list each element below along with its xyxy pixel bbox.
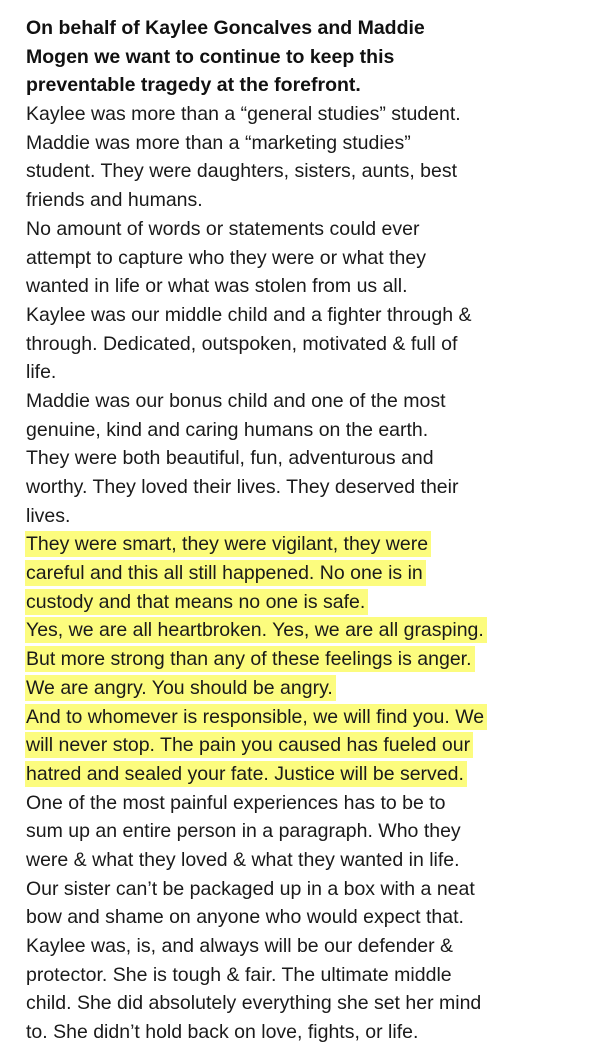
statement-text-line: attempt to capture who they were or what they bbox=[26, 246, 426, 269]
statement-text-line: wanted in life or what was stolen from us all. bbox=[26, 275, 408, 298]
highlighted-text-line: hatred and sealed your fate. Justice will be served. bbox=[26, 760, 601, 789]
statement-document bbox=[26, 14, 601, 1047]
highlighted-text-line: custody and that means no one is safe. bbox=[26, 588, 601, 617]
highlighted-text-line: careful and this all still happened. No one is in bbox=[26, 559, 601, 588]
statement-heading-line: On behalf of Kaylee Goncalves and Maddie bbox=[26, 17, 425, 39]
statement-text-line: genuine, kind and caring humans on the earth. bbox=[26, 418, 429, 441]
statement-heading-line: Mogen we want to continue to keep this bbox=[26, 45, 395, 68]
statement-text-line: Maddie was our bonus child and one of the most bbox=[26, 389, 446, 412]
statement-text-line: Kaylee was more than a “general studies” student. bbox=[26, 103, 461, 126]
statement-text-line: sum up an entire person in a paragraph. Who they bbox=[26, 820, 461, 843]
statement-text-line: to. She didn’t hold back on love, fights, or life. bbox=[26, 1021, 419, 1044]
statement-text-line: Maddie was more than a “marketing studies” bbox=[26, 131, 411, 154]
highlighted-text-line: And to whomever is responsible, we will find you. We bbox=[26, 703, 601, 732]
statement-text-line: bow and shame on anyone who would expect that. bbox=[26, 906, 464, 929]
statement-text-line: worthy. They loved their lives. They deserved their bbox=[26, 476, 459, 498]
statement-text-line: Our sister can’t be packaged up in a box with a neat bbox=[26, 877, 475, 900]
statement-text-line: life. bbox=[26, 361, 57, 384]
statement-text-line: One of the most painful experiences has to be to bbox=[26, 791, 446, 814]
statement-text-line: friends and humans. bbox=[26, 189, 203, 212]
statement-text-line: were & what they loved & what they wanted in life. bbox=[26, 848, 460, 871]
statement-text-line: student. They were daughters, sisters, aunts, best bbox=[26, 160, 458, 183]
statement-text-line: protector. She is tough & fair. The ultimate middle bbox=[26, 963, 452, 986]
highlighted-text-line: Yes, we are all heartbroken. Yes, we are all grasping. bbox=[26, 616, 601, 645]
highlighted-text-line: will never stop. The pain you caused has fueled our bbox=[26, 731, 601, 760]
statement-heading-line: preventable tragedy at the forefront. bbox=[26, 74, 361, 97]
highlighted-text-line: We are angry. You should be angry. bbox=[26, 674, 601, 703]
statement-text-line: through. Dedicated, outspoken, motivated & full of bbox=[26, 332, 458, 355]
statement-text-line: child. She did absolutely everything she set her mind bbox=[26, 992, 482, 1015]
statement-text-line: Kaylee was our middle child and a fighter through & bbox=[26, 303, 472, 326]
statement-text-line: They were both beautiful, fun, adventurous and bbox=[26, 447, 434, 470]
highlighted-text-line: They were smart, they were vigilant, they were bbox=[26, 530, 601, 559]
statement-text-line: lives. bbox=[26, 504, 71, 527]
statement-text-line: Kaylee was, is, and always will be our defender & bbox=[26, 935, 454, 957]
statement-text-line: No amount of words or statements could ever bbox=[26, 217, 420, 240]
highlighted-text-line: But more strong than any of these feelings is anger. bbox=[26, 645, 601, 674]
